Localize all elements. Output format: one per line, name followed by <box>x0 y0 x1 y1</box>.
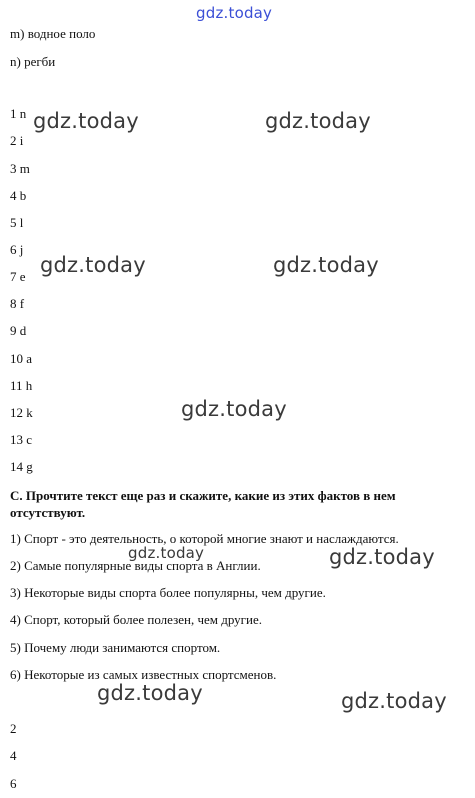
answer-9: 9 d <box>10 323 27 338</box>
answer-12: 12 k <box>10 405 33 420</box>
answer-13: 13 c <box>10 432 33 447</box>
answer-2: 2 i <box>10 133 24 148</box>
watermark-4: gdz.today <box>273 253 379 277</box>
answer-5: 5 l <box>10 215 24 230</box>
watermark-9: gdz.today <box>341 689 447 713</box>
answer-11: 11 h <box>10 378 33 393</box>
watermark-5: gdz.today <box>181 397 287 421</box>
answer-1: 1 n <box>10 106 27 121</box>
answer-10: 10 a <box>10 351 33 366</box>
watermark-1: gdz.today <box>33 109 139 133</box>
task-c-item-3: 3) Некоторые виды спорта более популярны, чем другие. <box>10 585 326 600</box>
answer-8: 8 f <box>10 296 25 311</box>
task-c-item-4: 4) Спорт, который более полезен, чем другие. <box>10 612 262 627</box>
option-n: n) регби <box>10 54 56 69</box>
watermark-8: gdz.today <box>97 681 203 705</box>
task-c-answer-3: 6 <box>10 776 17 791</box>
option-m: m) водное поло <box>10 26 96 41</box>
answer-4: 4 b <box>10 188 27 203</box>
answer-3: 3 m <box>10 161 30 176</box>
task-c-heading: C. Прочтите текст еще раз и скажите, какие из этих фактов в нем отсутствуют. <box>10 488 396 520</box>
answer-6: 6 j <box>10 242 24 257</box>
task-c-item-6: 6) Некоторые из самых известных спортсменов. <box>10 667 277 682</box>
task-c-item-2: 2) Самые популярные виды спорта в Англии. <box>10 558 261 573</box>
watermark-2: gdz.today <box>265 109 371 133</box>
task-c-item-5: 5) Почему люди занимаются спортом. <box>10 640 221 655</box>
answer-7: 7 e <box>10 269 26 284</box>
task-c-answer-2: 4 <box>10 748 17 763</box>
watermark-3: gdz.today <box>40 253 146 277</box>
watermark-7: gdz.today <box>329 545 435 569</box>
answer-14: 14 g <box>10 459 33 474</box>
task-c-answer-1: 2 <box>10 721 17 736</box>
task-c-item-1: 1) Спорт - это деятельность, о которой многие знают и наслаждаются. <box>10 531 399 546</box>
watermark-6: gdz.today <box>128 544 205 562</box>
watermark-top: gdz.today <box>196 4 273 22</box>
